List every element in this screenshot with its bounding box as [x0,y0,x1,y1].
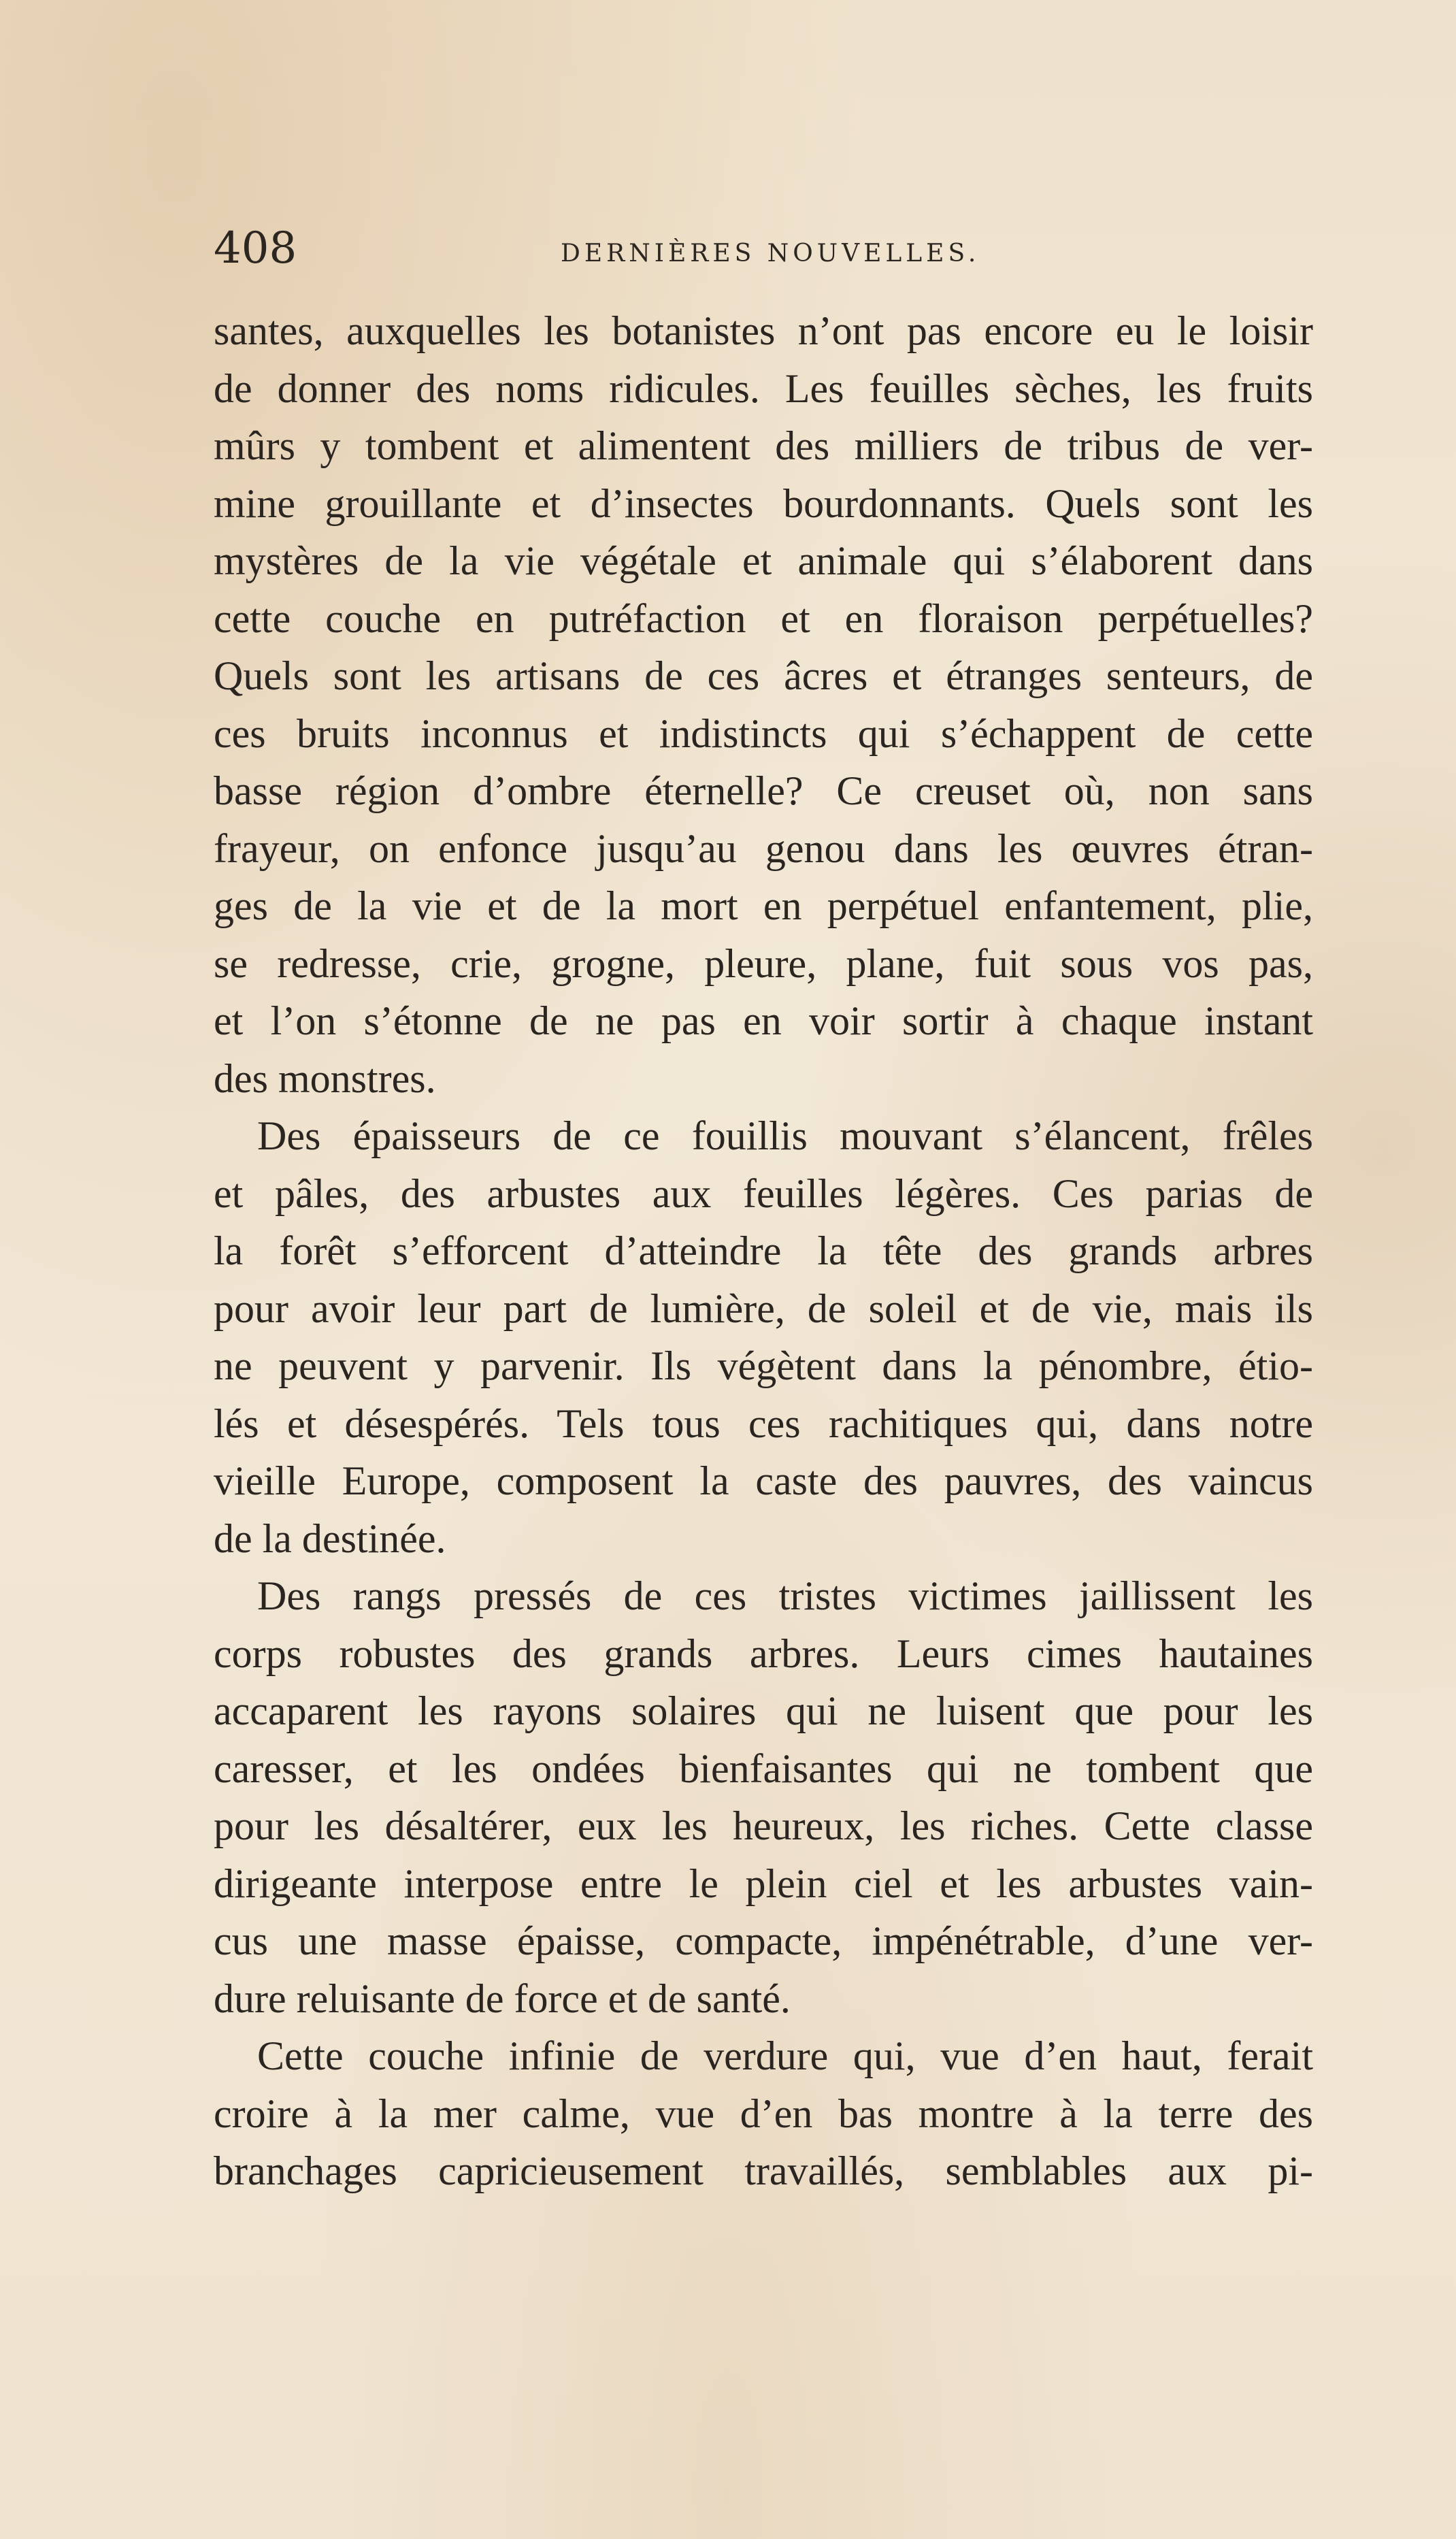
text-line: santes, auxquelles les botanistes n’ont pas encore eu le loisir [214,308,1313,353]
text-line: Cette couche infinie de verdure qui, vue d’en haut, ferait [257,2033,1313,2078]
text-line: Quels sont les artisans de ces âcres et étranges senteurs, de [214,653,1313,698]
text-line: se redresse, crie, grogne, pleure, plane, fuit sous vos pas, [214,940,1313,986]
text-line: pour avoir leur part de lumière, de soleil et de vie, mais ils [214,1285,1313,1331]
text-line: croire à la mer calme, vue d’en bas montre à la terre des [214,2091,1313,2136]
text-line: la forêt s’efforcent d’atteindre la tête des grands arbres [214,1228,1313,1273]
text-line: caresser, et les ondées bienfaisantes qui ne tombent que [214,1746,1313,1791]
text-line: dure reluisante de force et de santé. [214,1976,791,2021]
page-header [214,218,1313,279]
text-line: mystères de la vie végétale et animale qui s’élaborent dans [214,538,1313,583]
text-line: accaparent les rayons solaires qui ne luisent que pour les [214,1688,1313,1733]
text-line: de la destinée. [214,1516,446,1561]
text-line: lés et désespérés. Tels tous ces rachitiques qui, dans notre [214,1400,1313,1446]
running-title: DERNIÈRES NOUVELLES. [561,240,980,267]
body-text [214,302,1313,2200]
text-line: ges de la vie et de la mort en perpétuel enfantement, plie, [214,883,1313,928]
text-line: mine grouillante et d’insectes bourdonnants. Quels sont les [214,480,1313,526]
page-number: 408 [214,223,297,274]
text-line: frayeur, on enfonce jusqu’au genou dans les œuvres étran- [214,825,1313,871]
text-line: Des épaisseurs de ce fouillis mouvant s’élancent, frêles [257,1113,1313,1158]
text-line: mûrs y tombent et alimentent des milliers de tribus de ver- [214,423,1313,468]
text-line: Des rangs pressés de ces tristes victimes jaillissent les [257,1573,1313,1618]
text-line: et l’on s’étonne de ne pas en voir sortir à chaque instant [214,998,1313,1043]
text-line: corps robustes des grands arbres. Leurs cimes hautaines [214,1631,1313,1676]
text-line: cus une masse épaisse, compacte, impénétrable, d’une ver- [214,1918,1313,1963]
text-line: et pâles, des arbustes aux feuilles légères. Ces parias de [214,1170,1313,1216]
text-line: des monstres. [214,1055,436,1101]
text-line: ces bruits inconnus et indistincts qui s’échappent de cette [214,710,1313,756]
text-line: vieille Europe, composent la caste des pauvres, des vaincus [214,1458,1313,1503]
text-line: dirigeante interpose entre le plein ciel et les arbustes vain- [214,1861,1313,1906]
text-line: basse région d’ombre éternelle? Ce creuset où, non sans [214,768,1313,813]
text-line: branchages capricieusement travaillés, semblables aux pi- [214,2148,1313,2193]
text-line: de donner des noms ridicules. Les feuilles sèches, les fruits [214,365,1313,411]
text-line: ne peuvent y parvenir. Ils végètent dans la pénombre, étio- [214,1343,1313,1388]
text-line: pour les désaltérer, eux les heureux, les riches. Cette classe [214,1803,1313,1848]
text-line: cette couche en putréfaction et en floraison perpétuelles? [214,595,1313,641]
